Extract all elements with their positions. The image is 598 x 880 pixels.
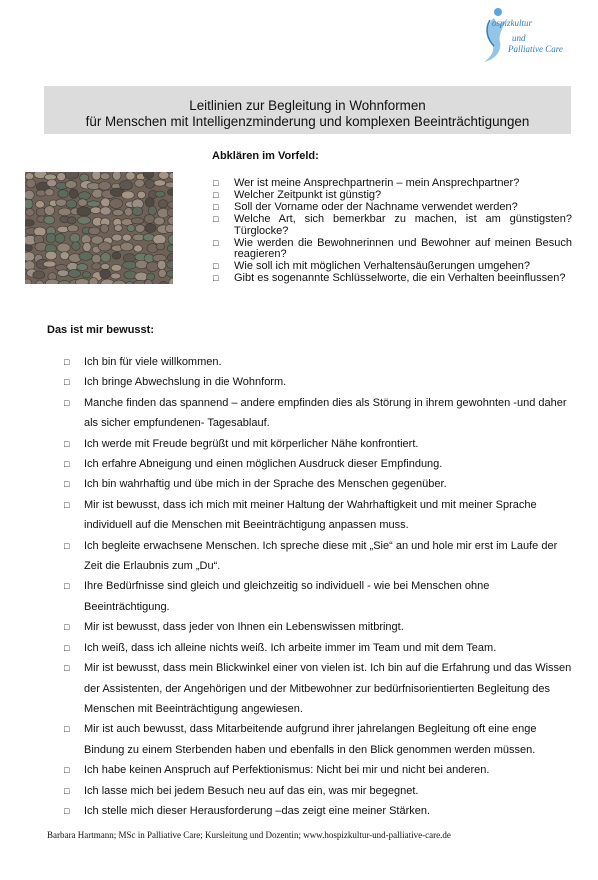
list-item: □ Ich werde mit Freude begrüßt und mit körperlicher Nähe konfrontiert. <box>64 434 574 454</box>
checklist-item: □ Wer ist meine Ansprechpartnerin – mein Ansprechpartner? <box>213 177 520 189</box>
checkbox-icon: □ <box>64 479 70 490</box>
cobblestone-photo <box>25 172 173 284</box>
checkbox-icon: □ <box>64 642 70 653</box>
checklist-item: □ Welche Art, sich bemerkbar zu machen, ist am günstigsten? Türglocke? <box>213 213 572 237</box>
list-item: □ Mir ist bewusst, dass ich mich mit meiner Haltung der Wahrhaftigkeit und mit meiner Sprache individuell auf die Menschen mit Beeinträchtigung anpassen muss. <box>64 495 574 536</box>
list-item: □ Ich begleite erwachsene Menschen. Ich spreche diese mit „Sie“ an und hole mir erst im Laufe der Zeit die Erlaubnis zum „Du“. <box>64 536 574 577</box>
checkbox-icon: □ <box>64 459 70 470</box>
checkbox-icon: □ <box>213 273 219 283</box>
title-line2: für Menschen mit Intelligenzminderung und komplexen Beeinträchtigungen <box>85 114 530 129</box>
list-item: □ Ich bringe Abwechslung in die Wohnform. <box>64 372 574 392</box>
checkbox-icon: □ <box>64 765 70 776</box>
list-item: □ Ich lasse mich bei jedem Besuch neu auf das ein, was mir begegnet. <box>64 781 574 801</box>
list-item: □ Ihre Bedürfnisse sind gleich und gleichzeitig so individuell - wie bei Menschen ohne Beeinträchtigung. <box>64 576 574 617</box>
checkbox-icon: □ <box>213 261 219 271</box>
checkbox-icon: □ <box>64 724 70 735</box>
checkbox-icon: □ <box>64 377 70 388</box>
preparation-checklist <box>212 178 572 285</box>
section2-heading: Das ist mir bewusst: <box>47 324 154 336</box>
checklist-item: □ Wie soll ich mit möglichen Verhaltensäußerungen umgehen? <box>213 260 530 272</box>
checkbox-icon: □ <box>64 357 70 367</box>
title-line1: Leitlinien zur Begleitung in Wohnformen <box>189 98 426 113</box>
checklist-item: □ Gibt es sogenannte Schlüsselworte, die ein Verhalten beeinflussen? <box>213 272 566 284</box>
list-item: □ Manche finden das spannend – andere empfinden dies als Störung in ihrem gewohnten -und daher als sicher empfundenen- Tagesablauf. <box>64 393 574 434</box>
list-item: □ Mir ist auch bewusst, dass Mitarbeitende aufgrund ihrer jahrelangen Begleitung oft eine enge Bindung zu einem Sterbenden haben und ebenfalls in den Blick genommen werden müssen. <box>64 719 574 760</box>
checkbox-icon: □ <box>213 190 219 200</box>
title-box <box>44 86 571 134</box>
list-item: □ Ich habe keinen Anspruch auf Perfektionismus: Nicht bei mir und nicht bei anderen. <box>64 760 574 780</box>
checklist-item: □ Welcher Zeitpunkt ist günstig? <box>213 189 382 201</box>
checkbox-icon: □ <box>64 438 70 449</box>
checkbox-icon: □ <box>213 178 219 188</box>
checkbox-icon: □ <box>64 622 70 633</box>
logo-text-line3: Palliative Care <box>508 44 563 54</box>
checkbox-icon: □ <box>64 805 70 816</box>
list-item: □ Ich bin wahrhaftig und übe mich in der Sprache des Menschen gegenüber. <box>64 474 574 494</box>
checkbox-icon: □ <box>64 499 70 510</box>
checkbox-icon: □ <box>64 785 70 796</box>
footer: Barbara Hartmann; MSc in Palliative Care; Kursleitung und Dozentin; www.hospizkultur-und-palliative-care.de <box>47 830 451 840</box>
list-item: □ Ich erfahre Abneigung und einen möglichen Ausdruck dieser Empfindung. <box>64 454 574 474</box>
list-item: □ Ich weiß, dass ich alleine nichts weiß. Ich arbeite immer im Team und mit dem Team. <box>64 638 574 658</box>
checkbox-icon: □ <box>213 202 219 212</box>
logo-figure-icon <box>480 6 510 64</box>
section1-heading: Abklären im Vorfeld: <box>212 150 319 162</box>
checklist-item: □ Soll der Vorname oder der Nachname verwendet werden? <box>213 201 518 213</box>
logo-text-line1: ospizkultur <box>492 18 533 28</box>
checkbox-icon: □ <box>64 397 70 408</box>
checkbox-icon: □ <box>64 540 70 551</box>
list-item: □ Mir ist bewusst, dass jeder von Ihnen ein Lebenswissen mitbringt. <box>64 617 574 637</box>
list-item: □ Ich bin für viele willkommen. <box>64 352 574 372</box>
checkbox-icon: □ <box>64 663 70 674</box>
checkbox-icon: □ <box>64 581 70 592</box>
list-item: □ Ich stelle mich dieser Herausforderung –das zeigt eine meiner Stärken. <box>64 801 574 821</box>
checkbox-icon: □ <box>213 237 219 248</box>
checkbox-icon: □ <box>213 214 219 224</box>
logo-text-line2: und <box>512 33 526 43</box>
list-item: □ Mir ist bewusst, dass mein Blickwinkel einer von vielen ist. Ich bin auf die Erfahrung und das Wissen der Assistenten, der Angehörigen und der Mitbewohner zur bedürfnisorientierten Begleitung des Menschen mit Beeinträchtigung angewiesen. <box>64 658 574 719</box>
logo <box>478 4 593 66</box>
awareness-list <box>64 352 574 821</box>
checklist-item: □ Wie werden die Bewohnerinnen und Bewohner auf meinen Besuch reagieren? <box>213 236 572 260</box>
